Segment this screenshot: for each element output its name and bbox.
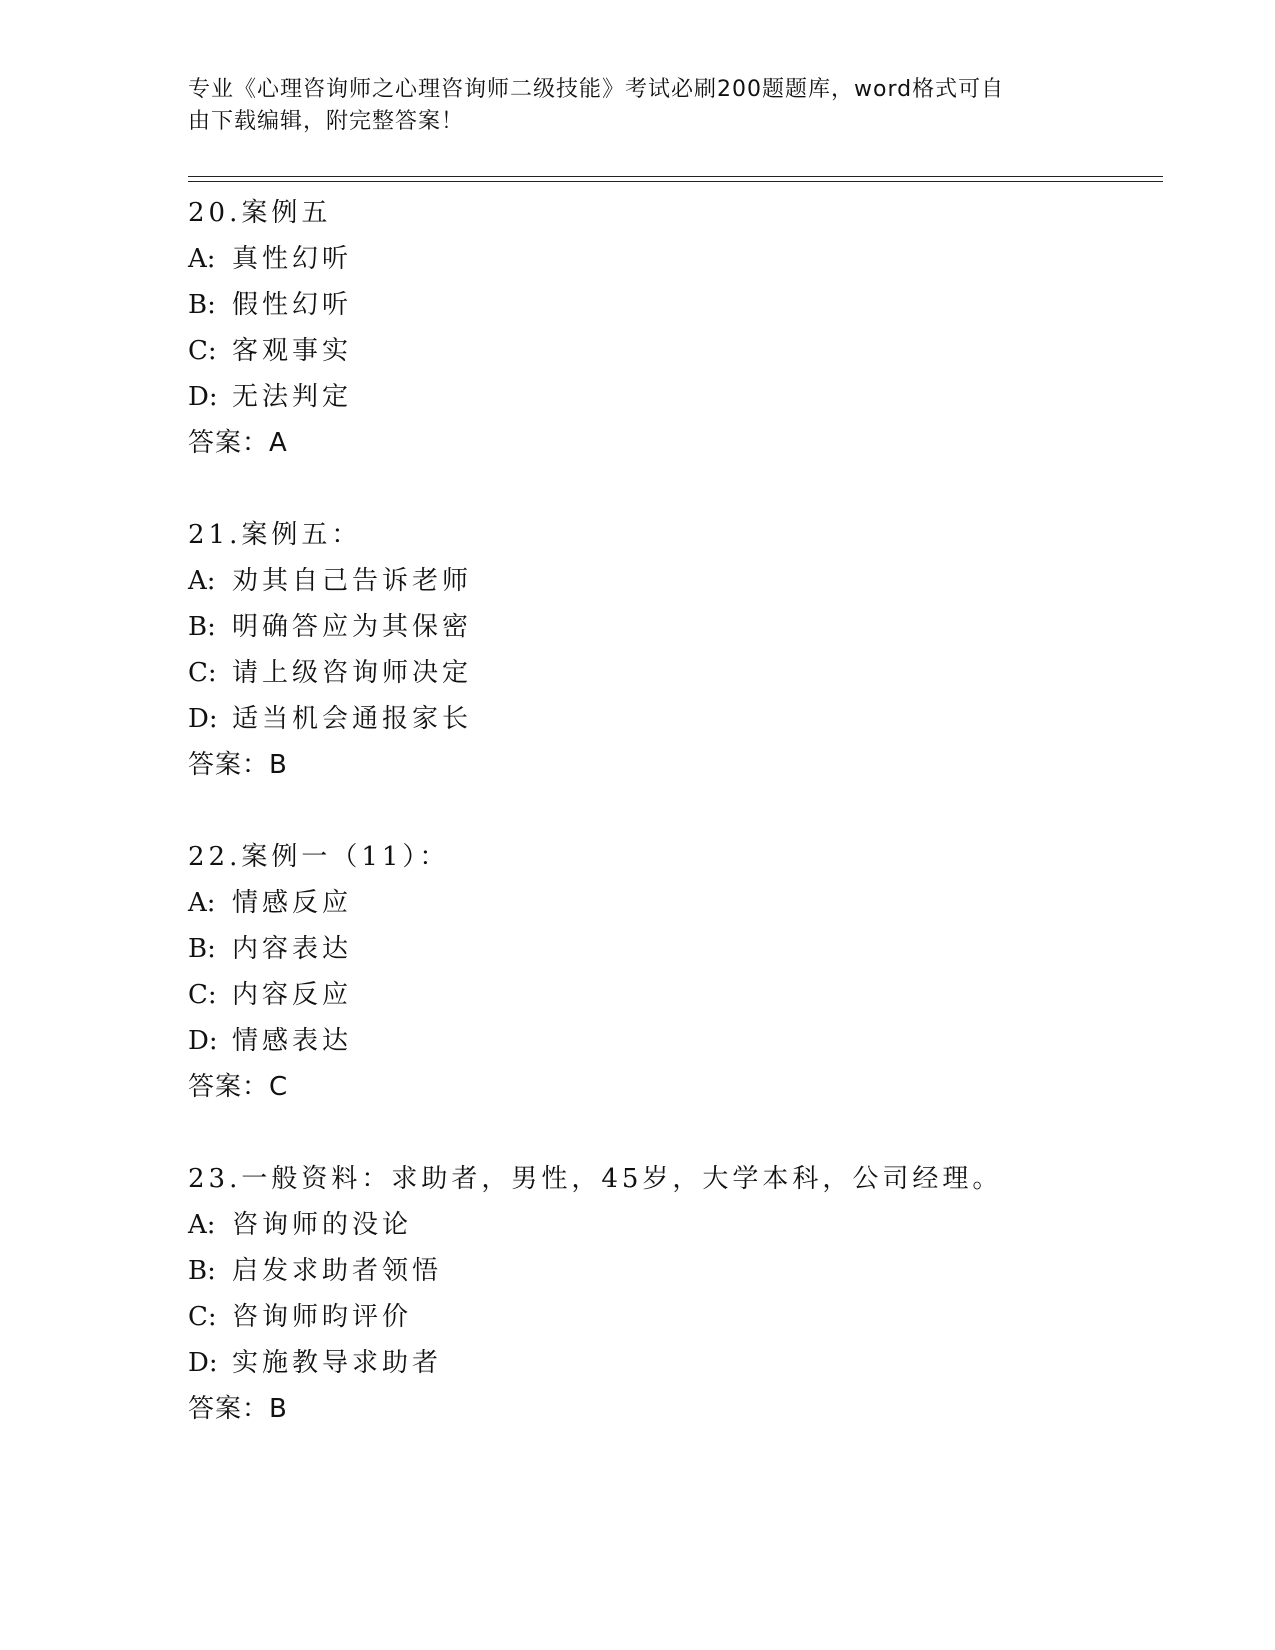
- option-key: B:: [188, 612, 216, 642]
- option-b: [188, 604, 1188, 650]
- option-b: [188, 926, 1188, 972]
- option-d: [188, 1018, 1188, 1064]
- option-text: 情感反应: [232, 888, 353, 918]
- header-divider-bottom: [188, 181, 1163, 182]
- option-text: 劝其自己告诉老师: [232, 566, 473, 596]
- option-text: 实施教导求助者: [232, 1348, 443, 1378]
- option-a: [188, 558, 1188, 604]
- answer-line: 答案：B: [188, 750, 288, 780]
- option-text: 无法判定: [232, 382, 353, 412]
- header-line-2: 由下载编辑，附完整答案！: [188, 109, 465, 134]
- option-c: [188, 328, 1188, 374]
- option-key: D:: [188, 704, 218, 734]
- option-d: [188, 374, 1188, 420]
- answer-line: 答案：B: [188, 1394, 288, 1424]
- option-text: 真性幻听: [232, 244, 353, 274]
- option-key: D:: [188, 382, 218, 412]
- option-text: 假性幻听: [232, 290, 353, 320]
- option-c: [188, 650, 1188, 696]
- option-text: 启发求助者领悟: [232, 1256, 443, 1286]
- option-key: A:: [188, 888, 216, 918]
- option-c: [188, 972, 1188, 1018]
- question-21: [188, 512, 1188, 788]
- question-22: [188, 834, 1188, 1110]
- option-text: 内容表达: [232, 934, 353, 964]
- option-key: A:: [188, 1210, 216, 1240]
- question-stem: 23.一般资料：求助者，男性，45岁，大学本科，公司经理。: [188, 1164, 1003, 1194]
- question-stem: 20.案例五: [188, 198, 332, 228]
- header-line-1: 专业《心理咨询师之心理咨询师二级技能》考试必刷200题题库，word格式可自: [188, 77, 1005, 102]
- option-key: A:: [188, 566, 216, 596]
- answer-line: 答案：C: [188, 1072, 289, 1102]
- option-d: [188, 1340, 1188, 1386]
- option-a: [188, 236, 1188, 282]
- option-text: 客观事实: [232, 336, 353, 366]
- option-d: [188, 696, 1188, 742]
- option-key: D:: [188, 1026, 218, 1056]
- option-key: C:: [188, 1302, 217, 1332]
- option-a: [188, 1202, 1188, 1248]
- option-c: [188, 1294, 1188, 1340]
- option-key: B:: [188, 290, 216, 320]
- option-a: [188, 880, 1188, 926]
- question-20: [188, 190, 1188, 466]
- option-key: C:: [188, 980, 217, 1010]
- question-stem: 21.案例五：: [188, 520, 362, 550]
- option-text: 内容反应: [232, 980, 353, 1010]
- option-text: 适当机会通报家长: [232, 704, 473, 734]
- option-key: D:: [188, 1348, 218, 1378]
- option-text: 情感表达: [232, 1026, 353, 1056]
- option-key: C:: [188, 336, 217, 366]
- option-b: [188, 1248, 1188, 1294]
- question-list: [188, 190, 1188, 1478]
- question-23: [188, 1156, 1188, 1432]
- question-stem: 22.案例一（11）：: [188, 842, 450, 872]
- option-text: 咨询师昀评价: [232, 1302, 413, 1332]
- answer-line: 答案：A: [188, 428, 288, 458]
- option-text: 明确答应为其保密: [232, 612, 473, 642]
- document-header: [188, 74, 1068, 138]
- option-key: C:: [188, 658, 217, 688]
- option-key: B:: [188, 934, 216, 964]
- option-key: B:: [188, 1256, 216, 1286]
- option-text: 咨询师的没论: [232, 1210, 413, 1240]
- option-key: A:: [188, 244, 216, 274]
- option-text: 请上级咨询师决定: [232, 658, 473, 688]
- header-divider-top: [188, 176, 1163, 177]
- option-b: [188, 282, 1188, 328]
